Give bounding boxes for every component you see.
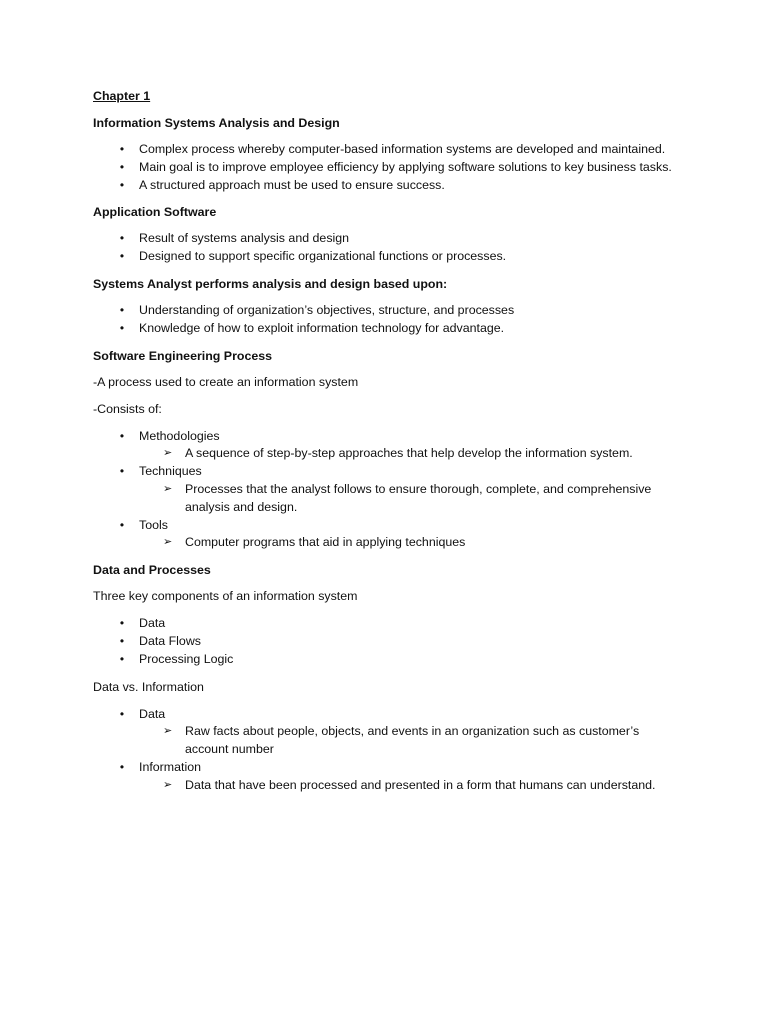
sub-bullet-text: Raw facts about people, objects, and events in an organization such as customer’s account number xyxy=(185,724,640,757)
bullet-text: A structured approach must be used to ensure success. xyxy=(139,177,445,192)
chapter-title: Chapter 1 xyxy=(93,89,151,103)
bullet-icon: • xyxy=(119,651,125,666)
sub-bullet-text: Processes that the analyst follows to ensure thorough, complete, and comprehensive analysis and design. xyxy=(185,481,652,514)
bullet-text: Data xyxy=(139,706,166,721)
bullet-icon: • xyxy=(119,231,125,246)
bullet-text: Result of systems analysis and design xyxy=(139,231,350,246)
bullet-text: Data Flows xyxy=(139,633,201,648)
sub-list-item xyxy=(139,534,683,552)
sub-list xyxy=(139,481,683,517)
section-heading-application-software: Application Software xyxy=(93,205,217,220)
list-item xyxy=(93,230,683,248)
sub-list xyxy=(139,777,683,795)
list-item xyxy=(93,428,683,464)
sub-list-item xyxy=(139,777,683,795)
bullet-text: Data xyxy=(139,616,166,631)
section-heading-data-processes: Data and Processes xyxy=(93,563,211,578)
list-item xyxy=(93,159,683,177)
bullet-text: Complex process whereby computer-based information systems are developed and maintained. xyxy=(139,142,666,156)
section-heading-isad: Information Systems Analysis and Design xyxy=(93,116,340,130)
bullet-icon: • xyxy=(119,759,125,774)
bullet-icon: • xyxy=(119,616,125,631)
list-item xyxy=(93,141,683,159)
sub-list-item xyxy=(139,481,683,517)
data-vs-information-title: Data vs. Information xyxy=(93,679,204,694)
bullet-text: Techniques xyxy=(139,464,202,479)
sub-list-item xyxy=(139,723,683,759)
section-heading-systems-analyst: Systems Analyst performs analysis and design based upon: xyxy=(93,276,448,291)
bullet-icon: • xyxy=(119,706,125,721)
bullet-text: Tools xyxy=(139,517,168,532)
bullet-text: Information xyxy=(139,759,201,774)
app-software-bullet-list xyxy=(93,230,683,266)
data-vs-info-bullet-list xyxy=(93,706,683,795)
document-content xyxy=(93,88,683,805)
list-item xyxy=(93,615,683,633)
bullet-icon: • xyxy=(119,302,125,317)
sub-list-item xyxy=(139,445,683,463)
bullet-text: Processing Logic xyxy=(139,651,234,666)
bullet-icon: • xyxy=(119,177,125,192)
list-item xyxy=(93,759,683,795)
data-processes-intro: Three key components of an information system xyxy=(93,589,358,604)
list-item xyxy=(93,320,683,338)
list-item xyxy=(93,302,683,320)
sep-bullet-list xyxy=(93,428,683,553)
sub-bullet-text: Computer programs that aid in applying techniques xyxy=(185,535,466,550)
arrow-bullet-icon: ➢ xyxy=(163,778,173,791)
list-item xyxy=(93,651,683,669)
sub-list xyxy=(139,723,683,759)
list-item xyxy=(93,706,683,759)
bullet-text: Main goal is to improve employee efficiency by applying software solutions to key business tasks. xyxy=(139,159,672,174)
bullet-text: Methodologies xyxy=(139,428,220,443)
bullet-icon: • xyxy=(119,464,125,479)
sub-bullet-text: Data that have been processed and presented in a form that humans can understand. xyxy=(185,777,656,792)
bullet-icon: • xyxy=(119,142,125,156)
sub-bullet-text: A sequence of step-by-step approaches that help develop the information system. xyxy=(185,446,633,461)
bullet-icon: • xyxy=(119,159,125,174)
sub-list xyxy=(139,445,683,463)
bullet-icon: • xyxy=(119,517,125,532)
sep-consists-of: -Consists of: xyxy=(93,401,162,416)
section-heading-software-engineering: Software Engineering Process xyxy=(93,348,273,363)
bullet-icon: • xyxy=(119,633,125,648)
list-item xyxy=(93,517,683,553)
data-processes-bullet-list xyxy=(93,615,683,668)
arrow-bullet-icon: ➢ xyxy=(163,536,173,549)
sep-definition: -A process used to create an information system xyxy=(93,374,359,389)
bullet-icon: • xyxy=(119,249,125,264)
bullet-text: Designed to support specific organizational functions or processes. xyxy=(139,249,507,264)
arrow-bullet-icon: ➢ xyxy=(163,725,173,738)
bullet-icon: • xyxy=(119,320,125,335)
bullet-text: Understanding of organization’s objectives, structure, and processes xyxy=(139,302,515,317)
list-item xyxy=(93,463,683,516)
arrow-bullet-icon: ➢ xyxy=(163,447,173,460)
list-item xyxy=(93,177,683,195)
arrow-bullet-icon: ➢ xyxy=(163,482,173,495)
bullet-text: Knowledge of how to exploit information technology for advantage. xyxy=(139,320,505,335)
analyst-bullet-list xyxy=(93,302,683,338)
list-item xyxy=(93,633,683,651)
list-item xyxy=(93,248,683,266)
sub-list xyxy=(139,534,683,552)
isad-bullet-list xyxy=(93,141,683,194)
bullet-icon: • xyxy=(119,428,125,443)
